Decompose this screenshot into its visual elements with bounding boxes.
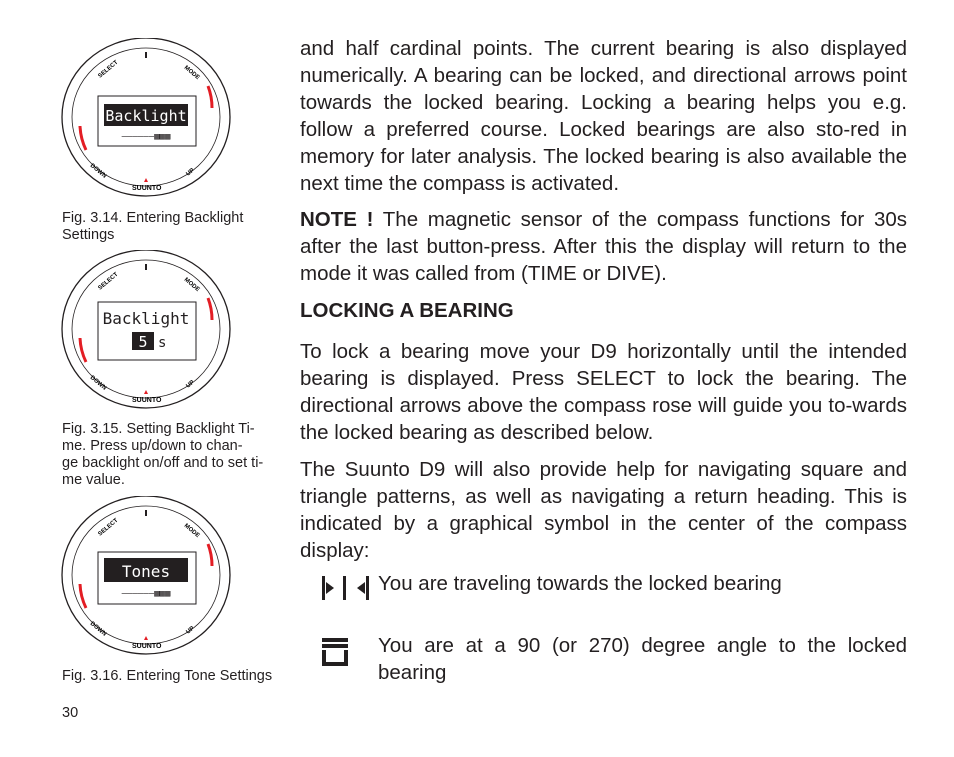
symbol-description-toward: You are traveling towards the locked bearing — [378, 572, 782, 595]
dive-computer-illustration — [60, 38, 232, 200]
right-angle-bearing-icon — [322, 638, 348, 671]
arrows-toward-bearing-icon — [322, 574, 370, 607]
page-number: 30 — [62, 705, 79, 721]
lcd-sub-text: ––––––▦▦▦ — [121, 132, 171, 142]
caption-line: Fig. 3.15. Setting Backlight Ti- — [62, 421, 255, 437]
paragraph-bearing-intro: and half cardinal points. The current bearing is also displayed numerically. A bearing can be locked, and directional arrows point towards the locked bearing. Locking a bearing helps you e.g. follow a preferred course. Locked bearings are also sto-red in memory for later analysis. The locked bearing is also available the next time the compass is activated. — [300, 37, 907, 195]
figure-tones-entering — [60, 496, 232, 658]
figure-backlight-entering — [60, 38, 232, 200]
mode-button-label[interactable]: MODE — [182, 522, 201, 540]
figure-caption — [62, 421, 302, 489]
note-label: NOTE ! — [300, 208, 374, 231]
lcd-main-text: Backlight — [102, 309, 190, 328]
down-button-label[interactable]: DOWN — [88, 374, 108, 392]
caption-line: Fig. 3.16. Entering Tone Settings — [62, 668, 273, 684]
lcd-main-text: Backlight — [105, 107, 187, 125]
figure-caption — [62, 210, 302, 244]
caption-line: ge backlight on/off and to set ti- — [62, 455, 264, 471]
lcd-main-text: Tones — [121, 562, 171, 581]
note-body: The magnetic sensor of the compass functions for 30s after the last button-press. After this the display will return to the mode it was called from (TIME or DIVE). — [300, 208, 908, 285]
lcd-value: 5 — [138, 333, 148, 351]
mode-button-label[interactable]: MODE — [182, 64, 201, 82]
select-button-label[interactable]: SELECT — [97, 271, 120, 292]
mode-button-label[interactable]: MODE — [182, 276, 201, 294]
select-button-label[interactable]: SELECT — [97, 59, 120, 80]
up-button-label[interactable]: UP — [185, 167, 196, 178]
section-heading: LOCKING A BEARING — [300, 299, 514, 322]
brand-logo: SUUNTO — [132, 397, 162, 404]
caption-line: Settings — [62, 227, 115, 243]
brand-logo: SUUNTO — [132, 185, 162, 192]
paragraph-locking: To lock a bearing move your D9 horizontally until the intended bearing is displayed. Press SELECT to lock the bearing. The directional arrows above the compass rose will guide you to-wards the locked bearing as described below. — [300, 340, 907, 444]
note-paragraph — [300, 206, 907, 287]
caption-line: Fig. 3.14. Entering Backlight — [62, 210, 244, 226]
down-button-label[interactable]: DOWN — [88, 620, 108, 638]
caption-line: me value. — [62, 472, 125, 488]
dive-computer-illustration — [60, 496, 232, 658]
up-button-label[interactable]: UP — [185, 625, 196, 636]
figure-caption — [62, 668, 312, 685]
symbol-description-angle: You are at a 90 (or 270) degree angle to the locked bearing — [378, 634, 907, 684]
select-button-label[interactable]: SELECT — [97, 517, 120, 538]
brand-logo: SUUNTO — [132, 643, 162, 650]
paragraph-navigation: The Suunto D9 will also provide help for navigating square and triangle patterns, as well as navigating a return heading. This is indicated by a graphical symbol in the center of the compass display: — [300, 458, 907, 562]
down-button-label[interactable]: DOWN — [88, 162, 108, 180]
up-button-label[interactable]: UP — [185, 379, 196, 390]
dive-computer-illustration — [60, 250, 232, 412]
lcd-unit: s — [158, 335, 167, 351]
figure-backlight-setting — [60, 250, 232, 412]
caption-line: me. Press up/down to chan- — [62, 438, 243, 454]
lcd-sub-text: ––––––▦▦▦ — [121, 589, 171, 599]
